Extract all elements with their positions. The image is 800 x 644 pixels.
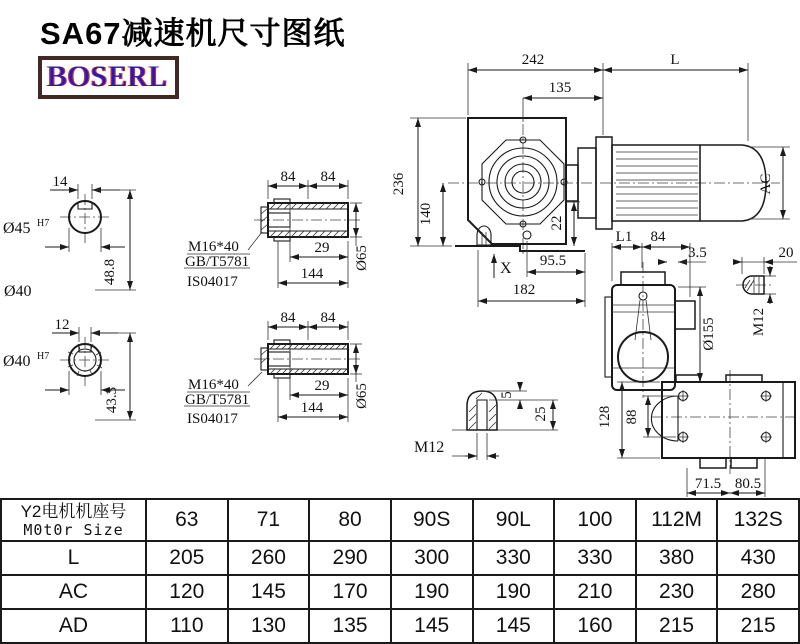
- table-cell: 430: [717, 541, 799, 575]
- table-col-header: 112M: [636, 499, 718, 541]
- dim-seg1: 84: [280, 310, 296, 326]
- dim-base-height: 140: [418, 202, 434, 226]
- dim-flange-dia: Ø155: [701, 317, 717, 351]
- table-row-label: L: [1, 541, 146, 575]
- dim-top: 5: [499, 391, 515, 399]
- table-header-en: M0t0r Size: [23, 520, 124, 539]
- dim-bore: Ø40: [3, 353, 31, 370]
- dim-key-width: 14: [52, 174, 68, 190]
- table-cell: 135: [309, 609, 391, 643]
- dim-seg2: 84: [320, 310, 336, 326]
- dim-bottom: 25: [533, 406, 549, 422]
- table-cell: 110: [146, 609, 228, 643]
- label-screw: M16*40: [188, 377, 239, 393]
- view-plug-bolt: [733, 245, 797, 336]
- dim-dia: Ø65: [354, 383, 370, 409]
- dim-bore: Ø45: [3, 220, 31, 237]
- dimension-table: [0, 498, 800, 644]
- table-cell: 145: [391, 609, 473, 643]
- dim-bore-tol: H7: [37, 218, 50, 229]
- table-cell: 330: [473, 541, 555, 575]
- table-col-header: 132S: [717, 499, 799, 541]
- dim-dia: Ø65: [354, 245, 370, 271]
- table-cell: 170: [309, 575, 391, 609]
- dim-outer: Ø40: [4, 283, 32, 300]
- dim-flange-offset: 135: [548, 80, 572, 96]
- dim-motor-dia: AC: [758, 173, 774, 195]
- view-key-section: [414, 383, 558, 460]
- table-cell: 120: [146, 575, 228, 609]
- table-cell: 145: [473, 609, 555, 643]
- table-row-label: AD: [1, 609, 146, 643]
- table-cell: 260: [228, 541, 310, 575]
- table-row-L: [1, 541, 799, 575]
- table-cell: 210: [554, 575, 636, 609]
- table-header-cn: Y2电机机座号: [20, 501, 127, 521]
- dim-bore-tol: H7: [37, 351, 50, 362]
- table-cell: 280: [717, 575, 799, 609]
- dim-seg2: 84: [320, 169, 336, 185]
- dim-depth: 48.8: [102, 258, 118, 286]
- view-side-flange: [605, 229, 717, 398]
- dim-thread: M12: [414, 439, 445, 456]
- dim-key-len: 29: [314, 378, 330, 394]
- table-cell: 300: [391, 541, 473, 575]
- dim-key-width: 12: [54, 317, 70, 333]
- table-cell: 380: [636, 541, 718, 575]
- dim-motor-len: L: [670, 52, 680, 68]
- dim-height: 128: [597, 405, 613, 429]
- table-row-AD: [1, 609, 799, 643]
- dim-thread: M12: [751, 307, 767, 337]
- dim-width: 84: [650, 229, 666, 245]
- table-cell: 160: [554, 609, 636, 643]
- table-header-motor-size: [1, 499, 146, 541]
- table-col-header: 100: [554, 499, 636, 541]
- table-cell: 330: [554, 541, 636, 575]
- table-header-row: [1, 499, 799, 541]
- view-hollow-shaft-top: [184, 169, 370, 290]
- table-col-header: 90S: [391, 499, 473, 541]
- dim-width: 242: [521, 52, 545, 68]
- view-hollow-shaft-bottom: [184, 310, 370, 427]
- dim-foot-right: 80.5: [734, 476, 762, 492]
- table-cell: 190: [391, 575, 473, 609]
- dim-height: 236: [391, 172, 407, 196]
- label-standard-gb: GB/T5781: [185, 392, 250, 408]
- page-title: SA67减速机尺寸图纸: [40, 16, 346, 51]
- dim-foot-left: 71.5: [694, 476, 722, 492]
- table-cell: 205: [146, 541, 228, 575]
- dim-offset: 22: [549, 215, 565, 231]
- label-x-mark: X: [500, 260, 512, 277]
- table-col-header: 63: [146, 499, 228, 541]
- dim-l1: L1: [615, 229, 633, 245]
- table-row-label: AC: [1, 575, 146, 609]
- table-cell: 145: [228, 575, 310, 609]
- dim-depth: 43.3: [104, 386, 120, 414]
- label-standard-iso: IS04017: [187, 274, 238, 290]
- view-shaft-end-top: [3, 174, 136, 300]
- table-row-AC: [1, 575, 799, 609]
- table-cell: 215: [717, 609, 799, 643]
- table-col-header: 80: [309, 499, 391, 541]
- table-col-header: 71: [228, 499, 310, 541]
- dim-seg1: 84: [280, 169, 296, 185]
- dim-base-width: 182: [512, 282, 536, 298]
- dim-base-center: 95.5: [539, 253, 567, 269]
- table-cell: 215: [636, 609, 718, 643]
- dim-length: 20: [778, 245, 794, 261]
- dim-slot: 88: [624, 409, 640, 425]
- view-main-gearbox-motor: [391, 52, 790, 307]
- label-standard-gb: GB/T5781: [185, 254, 250, 270]
- table-cell: 230: [636, 575, 718, 609]
- table-cell: 130: [228, 609, 310, 643]
- table-col-header: 90L: [473, 499, 555, 541]
- label-screw: M16*40: [188, 239, 239, 255]
- dim-length: 144: [300, 266, 324, 282]
- table-cell: 190: [473, 575, 555, 609]
- brand-logo-text: BOSERL: [47, 60, 169, 93]
- view-shaft-end-bottom: [3, 317, 136, 420]
- dim-length: 144: [300, 400, 324, 416]
- table-cell: 290: [309, 541, 391, 575]
- dim-key-len: 29: [314, 240, 330, 256]
- label-standard-iso: IS04017: [187, 411, 238, 427]
- dim-lip: 3.5: [688, 245, 707, 261]
